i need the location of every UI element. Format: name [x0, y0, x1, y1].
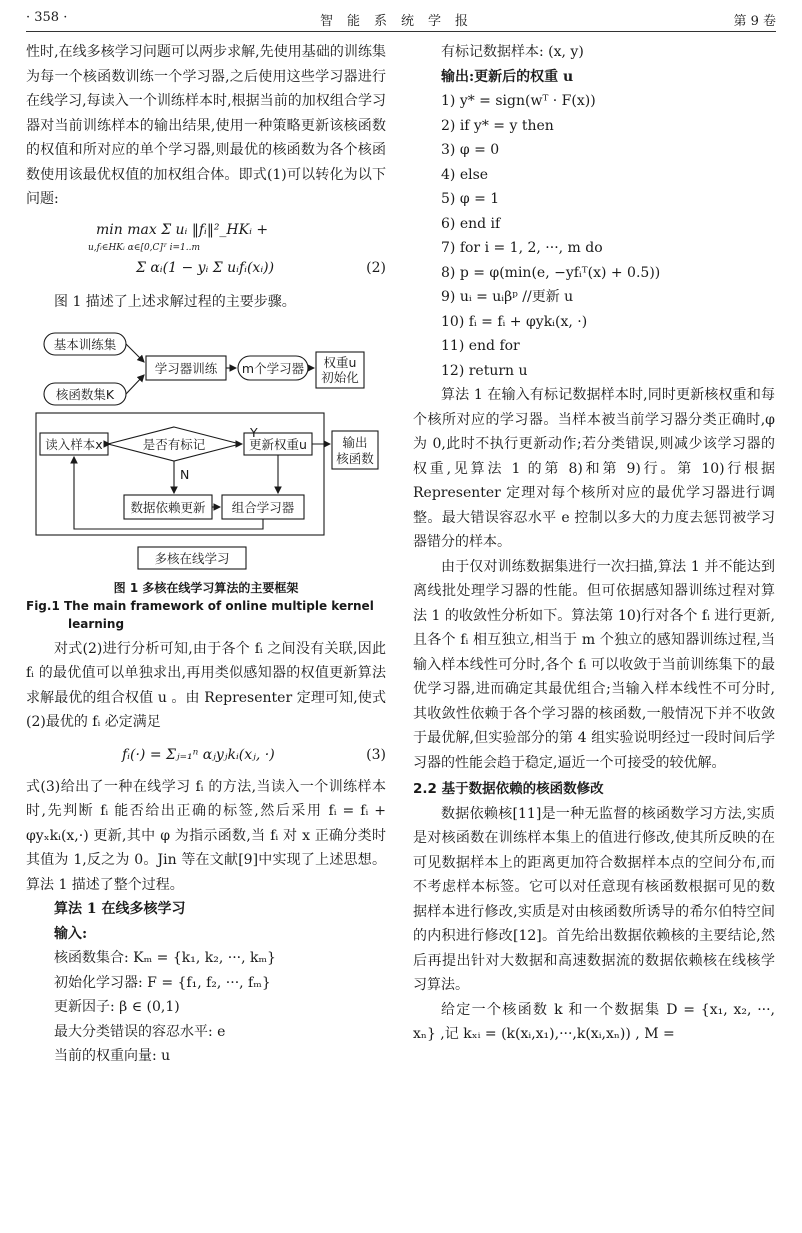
equation-number: (2): [366, 260, 386, 276]
yes-label: Y: [250, 424, 258, 440]
paragraph: 对式(2)进行分析可知,由于各个 fᵢ 之间没有关联,因此 fᵢ 的最优值可以单独求出,再用类似感知器的权值更新算法求解最优的组合权值 u 。由 Representer 定理可知,使式(2)最优的 fᵢ 必定满足: [26, 640, 386, 730]
weight-init-label-1: 权重u: [323, 354, 357, 370]
output-label-2: 核函数: [336, 450, 374, 466]
equation-2-line2: Σ αᵢ(1 − yᵢ Σ uᵢfᵢ(xᵢ)) (2): [26, 254, 386, 282]
paragraph: 性时,在线多核学习问题可以两步求解,先使用基础的训练集为每一个核函数训练一个学习器,之后使用这些学习器进行在线学习,每读入一个训练样本时,根据当前的加权组合学习器对当前训练样本的输出结果,使用一种策略更新该核函数的权值和所对应的单个学习器,则最优的核函数为各个核函数使用该最优权值的加权组合体。即式(1)可以转化为以下问题:: [26, 44, 386, 207]
weight-init-label-2: 初始化: [321, 369, 359, 385]
algorithm-line: 输入:: [54, 925, 88, 942]
algorithm-1-part2: [413, 40, 775, 383]
algorithm-line: 10) fᵢ = fᵢ + φykᵢ(x, ·): [441, 313, 588, 330]
algorithm-line: 11) end for: [441, 338, 520, 354]
kernel-set-label: 核函数集K: [55, 386, 115, 402]
page-number: · 358 ·: [26, 10, 68, 25]
left-column: [26, 40, 386, 1069]
combine-label: 组合学习器: [231, 499, 295, 515]
algorithm-line: 7) for i = 1, 2, ···, m do: [441, 240, 603, 256]
base-train-label: 基本训练集: [53, 336, 117, 352]
algorithm-line: 1) y* = sign(wᵀ · F(x)): [441, 93, 596, 109]
paragraph: 式(3)给出了一种在线学习 fᵢ 的方法,当读入一个训练样本时,先判断 fᵢ 能否给出正确的标签,然后采用 fᵢ = fᵢ + φyₓkᵢ(x,·) 更新,其中 φ 为指示函数,当 fᵢ 对 x 正确分类时其值为 1,反之为 0。Jin 等在文献[9]中实现了上述思想。算法 1 描述了整个过程。: [26, 778, 386, 893]
data-dep-label: 数据依赖更新: [130, 499, 206, 515]
volume-label: 第 9 卷: [733, 14, 776, 29]
paragraph: 算法 1 在输入有标记数据样本时,同时更新核权重和每个核所对应的学习器。当样本被当前学习器分类正确时,φ 为 0,此时不执行更新动作;若分类错误,则减少该学习器的权重,见算法 1 的第 8)和第 9)行。第 10)行根据 Representer 定理对每个核所对应的最优学习器进行调整。最大错误容忍水平 e 控制以多大的力度去惩罚被学习器错分的样本。: [413, 387, 775, 550]
algorithm-line: 12) return u: [441, 362, 528, 379]
algorithm-1-part1: [26, 897, 386, 1069]
update-weight-label: 更新权重u: [249, 436, 307, 452]
page-header: [26, 10, 776, 30]
algorithm-line: 更新因子: β ∈ (0,1): [54, 999, 180, 1015]
learner-train-label: 学习器训练: [154, 360, 218, 376]
equation-3: fᵢ(·) = Σⱼ₌₁ⁿ αⱼyⱼkᵢ(xⱼ, ·) (3): [26, 741, 386, 769]
paragraph: 图 1 描述了上述求解过程的主要步骤。: [54, 294, 296, 310]
figure-caption-cn: 图 1 多核在线学习算法的主要框架: [113, 580, 299, 595]
algorithm-line: 有标记数据样本: (x, y): [441, 44, 584, 60]
section-heading: 2.2 基于数据依赖的核函数修改: [413, 781, 604, 797]
right-column: [413, 40, 775, 1047]
journal-title: 智能系统学报: [319, 14, 482, 29]
algorithm-line: 3) φ = 0: [441, 142, 500, 158]
algorithm-line: 输出:更新后的权重 u: [441, 68, 574, 85]
paragraph: 给定一个核函数 k 和一个数据集 D = {x₁, x₂, ···, xₙ} ,记 kₓᵢ = (k(xᵢ,x₁),···,k(xᵢ,xₙ)) , M =: [413, 1001, 775, 1042]
equation-2-subscripts: u,fᵢ∈HKᵢ α∈[0,C]ᵀ i=1..m: [88, 243, 200, 253]
header-rule: [26, 31, 776, 32]
equation-number: (3): [366, 746, 386, 763]
algorithm-line: 2) if y* = y then: [441, 117, 554, 134]
algorithm-line: 最大分类错误的容忍水平: e: [54, 1023, 226, 1040]
algorithm-line: 5) φ = 1: [441, 191, 500, 207]
output-label-1: 输出: [342, 434, 368, 450]
m-learners-label: m个学习器: [241, 360, 305, 376]
figure-1-diagram: [26, 325, 386, 573]
algorithm-line: 当前的权重向量: u: [54, 1048, 171, 1064]
has-label-label: 是否有标记: [142, 436, 206, 452]
no-label: N: [180, 466, 190, 482]
figure-caption-en-1: Fig.1 The main framework of online multiple kernel: [26, 598, 374, 613]
algorithm-line: 6) end if: [441, 215, 501, 232]
algorithm-title: 算法 1 在线多核学习: [54, 901, 186, 917]
algorithm-line: 核函数集合: Kₘ = {k₁, k₂, ···, kₘ}: [54, 950, 276, 966]
equation-2-line1: min max Σ uᵢ ‖fᵢ‖²_HKᵢ +: [96, 221, 269, 238]
algorithm-line: 8) p = φ(min(e, −yfᵢᵀ(x) + 0.5)): [441, 264, 661, 281]
read-sample-label: 读入样本x: [45, 436, 103, 452]
algorithm-line: 4) else: [441, 166, 489, 183]
paragraph: 数据依赖核[11]是一种无监督的核函数学习方法,实质是对核函数在训练样本集上的值进行修改,使其所反映的在可见数据样本上的距离更加符合数据样本点的空间分布,而不考虑样本标签。它可以对任意现有核函数根据可见的数据样本进行修改,实质是对由核函数所诱导的希尔伯特空间的内积进行修改[12]。首先给出数据依赖核的主要结论,然后再提出针对大数据和高速数据流的数据依赖核在线核学习算法。: [413, 805, 775, 993]
mkl-online-label: 多核在线学习: [154, 550, 230, 566]
algorithm-line: 初始化学习器: F = {f₁, f₂, ···, fₘ}: [54, 974, 271, 991]
figure-caption-en-2: learning: [68, 616, 125, 631]
algorithm-line: 9) uᵢ = uᵢβᵖ //更新 u: [441, 289, 574, 305]
paragraph: 由于仅对训练数据集进行一次扫描,算法 1 并不能达到离线批处理学习器的性能。但可依据感知器训练过程对算法 1 的收敛性分析如下。算法第 10)行对各个 fᵢ 进行更新,且各个 fᵢ 相互独立,相当于 m 个独立的感知器训练过程,当输入样本线性可分时,各个 fᵢ 可以收敛于当前训练集下的最优学习器,进而确定其最优组合;当输入样本线性不可分时,其收敛性依赖于各个学习器的核函数,一般情况下并不收敛于最优解,但实验部分的第 4 组实验说明经过一段时间后学习器的性能会趋于稳定,逼近一个可接受的较优解。: [413, 558, 775, 771]
